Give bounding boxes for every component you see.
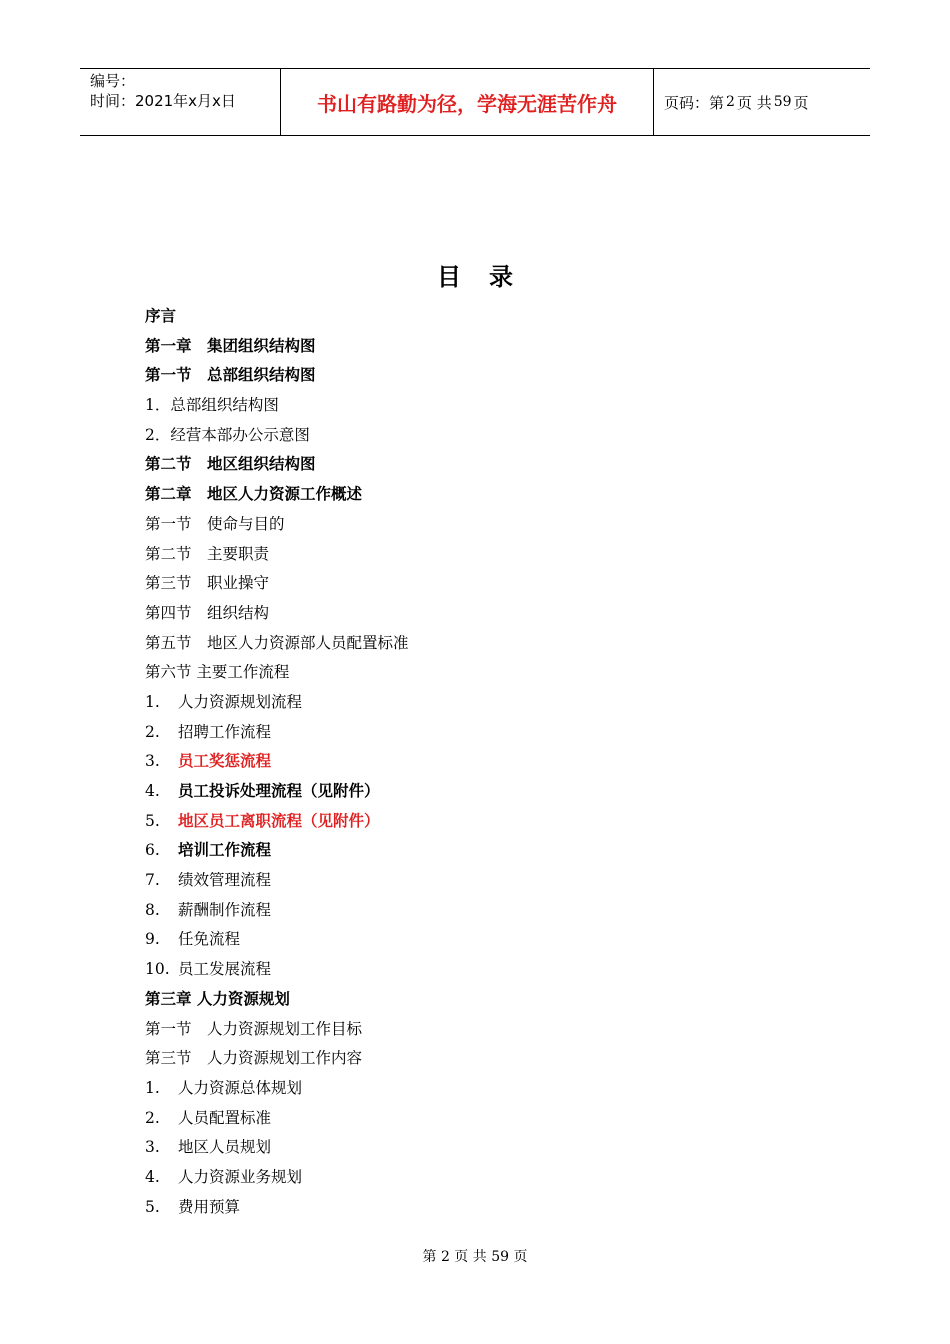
toc-item[interactable]: [145, 302, 409, 332]
toc-item[interactable]: [145, 747, 409, 777]
toc-item[interactable]: [145, 510, 409, 540]
table-of-contents: [145, 302, 409, 1222]
toc-item[interactable]: [145, 540, 409, 570]
toc-item-number: 8.: [145, 900, 160, 919]
toc-item[interactable]: [145, 866, 409, 896]
toc-item-text: 第一章 集团组织结构图: [145, 336, 316, 355]
toc-item[interactable]: [145, 836, 409, 866]
toc-item[interactable]: [145, 807, 409, 837]
toc-item-number: 3.: [145, 1138, 160, 1157]
toc-item-text: 序言: [145, 307, 177, 325]
toc-item[interactable]: [145, 599, 409, 629]
header-page-info: [654, 69, 870, 135]
toc-item[interactable]: [145, 955, 409, 985]
title-right: 录: [489, 263, 513, 291]
document-time: 时间：2021年x月x日: [90, 92, 236, 110]
toc-item-number: 6.: [145, 841, 160, 860]
page-current: 2: [726, 94, 735, 110]
toc-item-number: 10.: [145, 960, 170, 979]
toc-item[interactable]: [145, 629, 409, 659]
toc-item-text: 第三节 职业操守: [145, 574, 270, 593]
toc-item-text: 第一节 人力资源规划工作目标: [145, 1019, 363, 1038]
toc-item-number: 1.: [145, 1078, 160, 1097]
toc-item[interactable]: [145, 480, 409, 510]
toc-item-text: 第一节 使命与目的: [145, 514, 285, 533]
toc-item-text: 第二章 地区人力资源工作概述: [145, 485, 363, 504]
toc-item-text: 绩效管理流程: [178, 871, 272, 890]
toc-item-number: 3.: [145, 752, 160, 771]
toc-item-text: 员工投诉处理流程（见附件）: [178, 782, 380, 800]
toc-item-text: 费用预算: [178, 1197, 241, 1216]
toc-item[interactable]: [145, 569, 409, 599]
toc-item-number: 4.: [145, 782, 160, 800]
toc-item-text: 员工奖惩流程: [178, 752, 272, 771]
toc-item-text: 第一节 总部组织结构图: [145, 366, 316, 385]
toc-item-number: 7.: [145, 871, 160, 890]
toc-item[interactable]: [145, 777, 409, 807]
toc-item[interactable]: [145, 1163, 409, 1193]
toc-item[interactable]: [145, 1015, 409, 1045]
toc-item[interactable]: [145, 450, 409, 480]
toc-item-text: 人员配置标准: [178, 1108, 272, 1127]
toc-item[interactable]: [145, 332, 409, 362]
toc-item-text: 第六节 主要工作流程: [145, 663, 290, 682]
toc-item[interactable]: [145, 688, 409, 718]
page-footer: 第 2 页 共 59 页: [422, 1249, 528, 1265]
page-header: [80, 68, 870, 136]
toc-item[interactable]: [145, 1104, 409, 1134]
toc-item-text: 任免流程: [178, 930, 241, 949]
page-middle: 页 共: [736, 93, 772, 112]
toc-item-text: 第五节 地区人力资源部人员配置标准: [145, 633, 409, 652]
page-suffix: 页: [793, 93, 809, 112]
toc-item[interactable]: [145, 1044, 409, 1074]
page-prefix: 页码：第: [664, 93, 725, 112]
toc-item[interactable]: [145, 1133, 409, 1163]
toc-item-text: 地区人员规划: [178, 1138, 272, 1157]
header-motto: 书山有路勤为径，学海无涯苦作舟: [281, 69, 654, 135]
toc-item-number: 2.: [145, 722, 160, 741]
toc-item[interactable]: [145, 985, 409, 1015]
toc-item[interactable]: [145, 421, 409, 451]
toc-item-text: 2．经营本部办公示意图: [145, 425, 310, 444]
toc-item-text: 招聘工作流程: [178, 722, 272, 741]
toc-item-text: 第四节 组织结构: [145, 603, 270, 622]
toc-item-text: 地区员工离职流程（见附件）: [178, 811, 380, 830]
document-number-label: 编号：: [90, 72, 136, 90]
toc-item-text: 员工发展流程: [178, 960, 272, 979]
toc-item[interactable]: [145, 718, 409, 748]
toc-item-text: 第三节 人力资源规划工作内容: [145, 1049, 363, 1068]
toc-item-number: 5.: [145, 811, 160, 830]
toc-item-number: 1.: [145, 692, 160, 711]
toc-item-number: 2.: [145, 1108, 160, 1127]
toc-item[interactable]: [145, 391, 409, 421]
page-total: 59: [773, 94, 792, 110]
header-meta: [80, 69, 281, 135]
page-title: [0, 257, 950, 292]
toc-item[interactable]: [145, 1074, 409, 1104]
toc-item-number: 4.: [145, 1167, 160, 1186]
toc-item-number: 5.: [145, 1197, 160, 1216]
toc-item[interactable]: [145, 658, 409, 688]
toc-item[interactable]: [145, 896, 409, 926]
toc-item-text: 第二节 地区组织结构图: [145, 455, 316, 474]
toc-item-text: 人力资源规划流程: [178, 692, 303, 711]
toc-item-text: 培训工作流程: [178, 841, 272, 860]
toc-item[interactable]: [145, 1193, 409, 1223]
toc-item-text: 薪酬制作流程: [178, 900, 272, 919]
toc-item[interactable]: [145, 925, 409, 955]
toc-item-text: 人力资源业务规划: [178, 1167, 303, 1186]
toc-item-text: 1．总部组织结构图: [145, 396, 279, 415]
toc-item-text: 第二节 主要职责: [145, 544, 270, 563]
title-left: 目: [437, 263, 461, 291]
toc-item-text: 人力资源总体规划: [178, 1078, 303, 1097]
toc-item-number: 9.: [145, 930, 160, 949]
toc-item[interactable]: [145, 361, 409, 391]
toc-item-text: 第三章 人力资源规划: [145, 989, 290, 1008]
